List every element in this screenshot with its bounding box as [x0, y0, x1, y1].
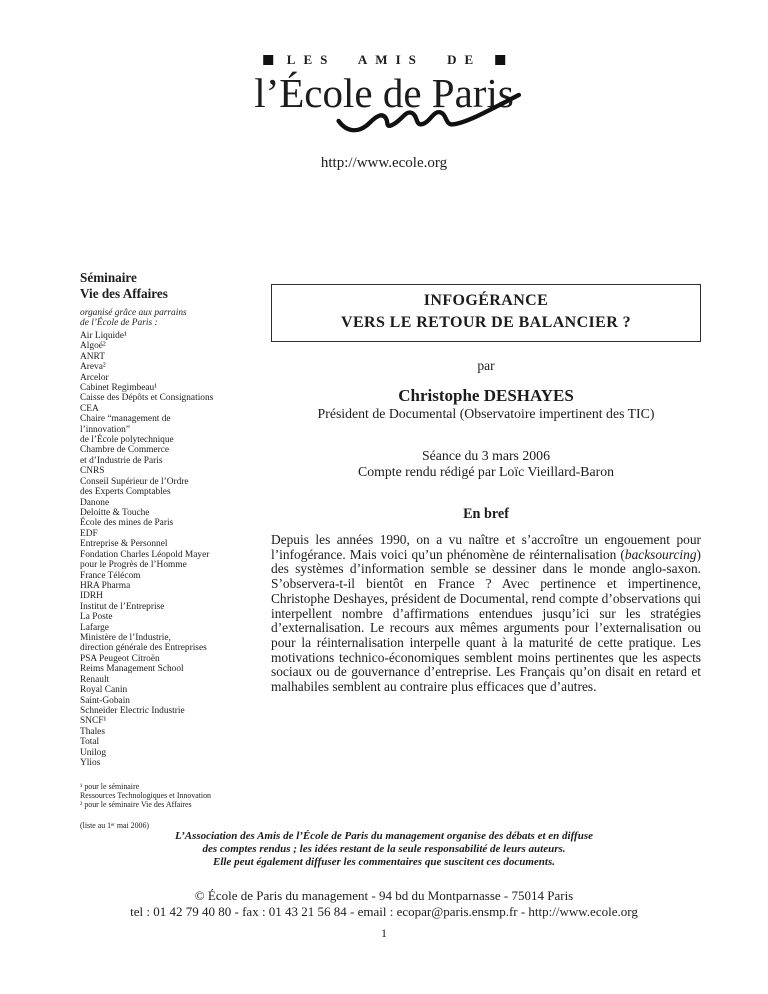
- sponsor-line: La Poste: [80, 612, 113, 623]
- sponsor-line: Royal Canin: [80, 685, 128, 696]
- session-date-line: Séance du 3 mars 2006: [422, 448, 550, 463]
- sponsor-line: Chaire “management de: [80, 414, 171, 425]
- sponsor-line: Arcelor: [80, 372, 109, 383]
- abstract-text-before: Depuis les années 1990, on a vu naître et s’accroître un engouement pour l’infogérance. Mais voici qu’un phénomène de réinternalisation (: [271, 532, 701, 562]
- sponsor-line: France Télécom: [80, 570, 141, 581]
- seminar-title: Séminaire: [80, 270, 137, 285]
- footnote-line: ¹ pour le séminaire: [80, 781, 140, 791]
- sponsor-line: Danone: [80, 497, 110, 508]
- sponsor-line: Schneider Electric Industrie: [80, 706, 185, 716]
- sponsor-line: Chambre de Commerce: [80, 445, 170, 456]
- sponsor-line: Cabinet Regimbeau¹: [80, 382, 158, 393]
- sponsor-line: CEA: [80, 403, 99, 414]
- patrons-intro-line: organisé grâce aux parrains: [80, 308, 187, 318]
- sponsor-line: et d’Industrie de Paris: [80, 455, 163, 466]
- sidebar: [80, 270, 270, 830]
- patrons-intro: [80, 308, 270, 329]
- sponsor-line: Reims Management School: [80, 664, 184, 675]
- sponsor-line: Institut de l’Entreprise: [80, 601, 165, 612]
- copyright-line: © École de Paris du management - 94 bd du Montparnasse - 75014 Paris: [194, 888, 574, 903]
- session-info: [271, 448, 701, 480]
- sponsor-line: de l’École polytechnique: [80, 435, 174, 446]
- sponsor-line: SNCF¹: [80, 716, 107, 727]
- sponsor-line: Lafarge: [80, 622, 109, 633]
- disclaimer-line: Elle peut également diffuser les commentaires que suscitent ces documents.: [212, 856, 555, 868]
- logo-name-text: l’École de Paris: [254, 70, 514, 116]
- title-box: [271, 284, 701, 342]
- byline-par: par: [477, 358, 495, 373]
- site-url[interactable]: http://www.ecole.org: [320, 155, 448, 171]
- sponsor-line: Renault: [80, 674, 110, 685]
- square-bullet-left-icon: [263, 55, 273, 65]
- en-bref-heading: En bref: [463, 506, 509, 522]
- sponsor-line: Thales: [80, 726, 105, 737]
- sponsor-line: ANRT: [80, 351, 105, 362]
- contact-line: tel : 01 42 79 40 80 - fax : 01 43 21 56 84 - email : ecopar@paris.ensmp.fr - http://www.ecole.org: [130, 903, 638, 919]
- sponsor-line: Fondation Charles Léopold Mayer: [80, 549, 210, 560]
- sponsor-line: Air Liquide¹: [80, 330, 127, 341]
- logo-tagline-row: [254, 52, 514, 68]
- sponsor-line: Unilog: [80, 747, 107, 758]
- copyright-block: [0, 888, 768, 919]
- page-number: 1: [381, 926, 387, 940]
- disclaimer-line: L’Association des Amis de l’École de Paris du management organise des débats et en diffuse: [175, 830, 593, 842]
- logo-tagline: LES AMIS DE: [286, 52, 482, 67]
- footnote-line: ² pour le séminaire Vie des Affaires: [80, 800, 192, 810]
- footnote-list: [80, 782, 270, 810]
- patrons-intro-line: de l’École de Paris :: [80, 318, 158, 329]
- sponsor-line: EDF: [80, 528, 98, 539]
- sponsor-line: Caisse des Dépôts et Consignations: [80, 393, 214, 404]
- sponsor-line: CNRS: [80, 466, 105, 477]
- author-name: Christophe DESHAYES: [398, 386, 574, 405]
- sponsor-line: PSA Peugeot Citroën: [80, 653, 160, 664]
- sponsor-list: [80, 331, 270, 769]
- sponsor-line: Ministère de l’Industrie,: [80, 633, 171, 644]
- abstract-italic-term: backsourcing: [624, 546, 697, 562]
- sponsor-line: des Experts Comptables: [80, 487, 171, 498]
- disclaimer-line: des comptes rendus ; les idées restant de la seule responsabilité de leurs auteurs.: [202, 843, 566, 855]
- sponsor-line: Areva²: [80, 362, 106, 373]
- sponsor-line: direction générale des Entreprises: [80, 643, 207, 654]
- sponsor-line: Saint-Gobain: [80, 695, 130, 706]
- sponsor-line: Deloitte & Touche: [80, 507, 150, 518]
- abstract-text-after: ) des systèmes d’information semble se dessiner dans le monde anglo-saxon. S’observera-t-il bientôt en France ? Avec pertinence et impertinence, Christophe Deshayes, président de Documental, rend compte d’observations qui interpellent nombre d’affirmations entendues jusqu’ici sur les stratégies d’externalisation. Le recours aux mêmes arguments pour l’externalisation ou pour la réinternalisation interpelle quant à la maturité de cette pratique. Les motivations technico-économiques semblent moins pertinentes que les aspects sociaux ou de gouvernance d’entreprise. Les Français qu’on disait en retard et malhabiles semblent au contraire plus efficaces que d’autres.: [271, 546, 701, 695]
- sponsor-line: l’innovation”: [80, 424, 130, 435]
- seminar-subtitle: Vie des Affaires: [80, 285, 168, 301]
- sponsor-line: Total: [80, 737, 100, 748]
- main-column: [271, 284, 701, 695]
- title-line-1: INFOGÉRANCE: [423, 292, 549, 309]
- sponsor-line: Ylios: [80, 758, 101, 769]
- sponsor-line: Conseil Supérieur de l’Ordre: [80, 476, 189, 487]
- abstract-paragraph: [271, 533, 701, 695]
- sponsor-line: Entreprise & Personnel: [80, 539, 168, 550]
- author-role: Président de Documental (Observatoire impertinent des TIC): [317, 406, 655, 421]
- session-editor-line: Compte rendu rédigé par Loïc Vieillard-Baron: [358, 464, 614, 479]
- list-date: (liste au 1ᵉʳ mai 2006): [80, 820, 150, 830]
- sponsor-line: Algoé²: [80, 341, 106, 352]
- sponsor-line: HRA Pharma: [80, 580, 131, 591]
- logo-name: [254, 70, 514, 116]
- logo-swoosh-icon: [321, 88, 536, 140]
- header-logo: [254, 52, 514, 116]
- disclaimer: [0, 830, 768, 869]
- sponsor-line: École des mines de Paris: [80, 518, 174, 529]
- title-line-2: VERS LE RETOUR DE BALANCIER ?: [340, 314, 632, 331]
- sponsor-line: pour le Progrès de l’Homme: [80, 560, 187, 571]
- footnote-line: Ressources Technologiques et Innovation: [80, 790, 212, 800]
- sponsor-line: IDRH: [80, 591, 103, 602]
- square-bullet-right-icon: [495, 55, 505, 65]
